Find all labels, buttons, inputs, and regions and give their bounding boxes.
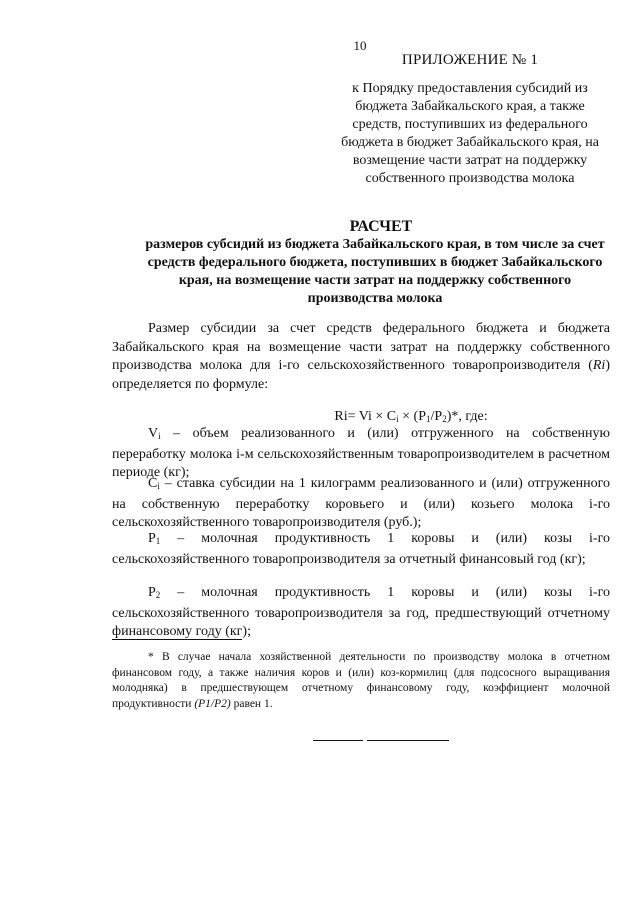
appendix-title: ПРИЛОЖЕНИЕ № 1 [401,52,539,68]
formula-sub-c: i [396,414,399,424]
definition-v-text: – объем реализованного и (или) отгруженного на собственную переработку молока i-м сельскохозяйственным товаропроизводителем в расчетном периоде (кг); [112,426,610,480]
intro-symbol: Ri [592,358,606,373]
end-line-right [367,740,449,741]
definition-p2-sub: 2 [155,590,161,600]
formula-sub-2: 2 [442,414,447,424]
intro-paragraph [112,320,610,394]
formula-sub-1: 1 [426,414,431,424]
definition-p2-text: – молочная продуктивность 1 коровы и (или) козы i-го сельскохозяйственного товаропроизводителя за год, предшествующий отчетному финансовому году (кг); [112,585,610,639]
appendix-text: к Порядку предоставления субсидий из бюджета Забайкальского края, а также средств, поступивших из федерального бюджета в бюджет Забайкальского края, на возмещение части затрат на поддержку собственного производства молока [341,81,599,186]
definition-c [112,475,610,533]
definition-p1-text: – молочная продуктивность 1 коровы и (или) козы i-го сельскохозяйственного товаропроизводителя за отчетный финансовый год (кг); [112,531,610,567]
footnote-text-after: равен 1. [230,697,273,710]
formula-slash: /P [430,409,443,424]
footnote-text-before: * В случае начала хозяйственной деятельности по производству молока в отчетном финансовом году, а также наличия коров и (или) коз-кормилиц (для подсосного выращивания молодняка) в предшествующем отчетному финансовому году, коэффициент молочной продуктивности [112,651,610,710]
footnote-divider [112,639,242,640]
page-number: 10 [353,38,367,53]
definition-p1-letter: P [148,531,156,546]
intro-text-after: ) определяется по формуле: [112,358,610,392]
definition-v [112,425,610,483]
calculation-title: РАСЧЕТ [349,218,413,235]
definition-c-letter: C [148,476,158,491]
definition-p1 [112,530,610,569]
definition-p2-letter: P [148,585,156,600]
definition-v-sub: i [158,431,161,441]
formula [112,409,610,425]
definition-p2 [112,584,610,642]
end-line-left [313,740,363,741]
formula-tail: )*, где: [446,409,488,424]
formula-lhs: Ri= Vi × C [334,409,397,424]
footnote-symbol: (P1/P2) [194,697,231,710]
calculation-subtitle: размеров субсидий из бюджета Забайкальского края, в том числе за счет средств федерального бюджета, поступивших в бюджет Забайкальского края, на возмещение части затрат на поддержку собственного производства молока [145,237,605,306]
footnote [112,650,610,712]
definition-v-letter: V [148,426,159,441]
definition-c-text: – ставка субсидии на 1 килограмм реализованного и (или) отгруженного на собственную переработку коровьего и (или) козьего молока i-го сельскохозяйственного товаропроизводителя (руб.); [112,476,610,530]
definition-p1-sub: 1 [155,536,161,546]
formula-mid: × (P [398,409,426,424]
definition-c-sub: i [157,481,160,491]
intro-text-before: Размер субсидии за счет средств федерального бюджета и бюджета Забайкальского края на возмещение части затрат на поддержку собственного производства молока для i-го сельскохозяйственного товаропроизводителя ( [112,321,610,373]
